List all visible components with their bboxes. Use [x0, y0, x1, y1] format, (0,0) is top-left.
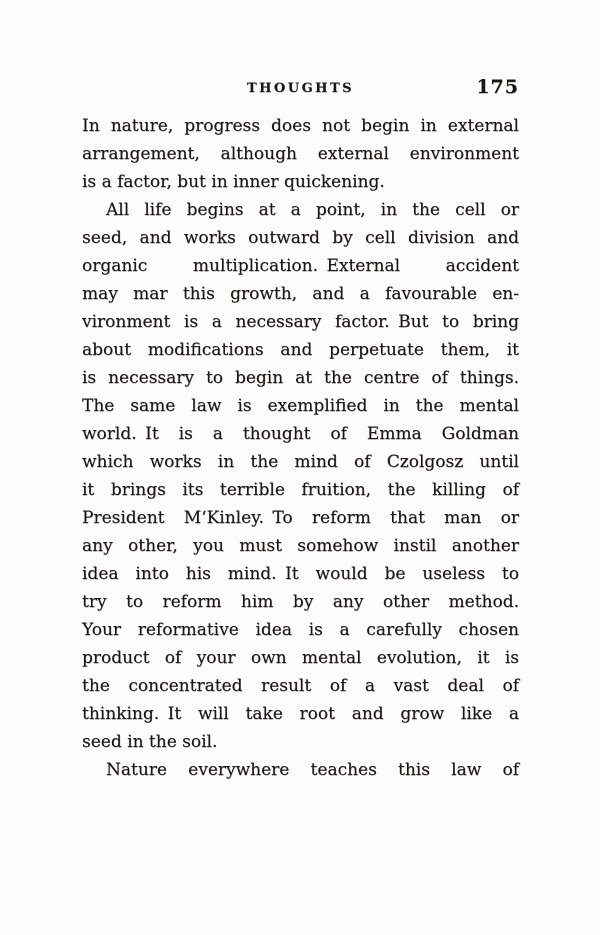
text-line: it brings its terrible fruition, the killing of	[82, 480, 519, 500]
text-line: thinking. It will take root and grow like a	[82, 704, 519, 724]
text-line: about modifications and perpetuate them, it	[82, 340, 519, 360]
text-line: seed in the soil.	[82, 732, 218, 752]
page-text	[82, 112, 519, 784]
text-line: product of your own mental evolution, it is	[82, 648, 519, 668]
text-line: is a factor, but in inner quickening.	[82, 172, 385, 192]
text-line: may mar this growth, and a favourable en-	[82, 284, 519, 304]
text-line: is necessary to begin at the centre of things.	[82, 368, 519, 388]
text-line: which works in the mind of Czolgosz until	[82, 452, 519, 472]
text-line: seed, and works outward by cell division and	[82, 228, 519, 248]
text-line: any other, you must somehow instil another	[82, 536, 519, 556]
text-line: The same law is exemplified in the mental	[82, 396, 519, 416]
text-line: try to reform him by any other method.	[82, 592, 519, 612]
text-line: President M‘Kinley. To reform that man or	[82, 508, 519, 528]
text-line: idea into his mind. It would be useless to	[82, 564, 519, 584]
page-header	[82, 76, 519, 98]
text-line: vironment is a necessary factor. But to bring	[82, 312, 519, 332]
text-line: world. It is a thought of Emma Goldman	[82, 424, 519, 444]
text-line: Your reformative idea is a carefully chosen	[82, 620, 519, 640]
paragraph	[82, 112, 519, 196]
paragraph	[82, 196, 519, 756]
paragraph	[82, 756, 519, 784]
page-number: 175	[476, 76, 519, 98]
text-line: Nature everywhere teaches this law of	[106, 760, 519, 780]
text-line: All life begins at a point, in the cell or	[106, 200, 519, 220]
running-head-title: THOUGHTS	[246, 81, 355, 96]
text-line: the concentrated result of a vast deal of	[82, 676, 519, 696]
text-line: arrangement, although external environment	[82, 144, 519, 164]
text-line: organic multiplication. External accident	[82, 256, 519, 276]
text-line: In nature, progress does not begin in external	[82, 116, 519, 136]
